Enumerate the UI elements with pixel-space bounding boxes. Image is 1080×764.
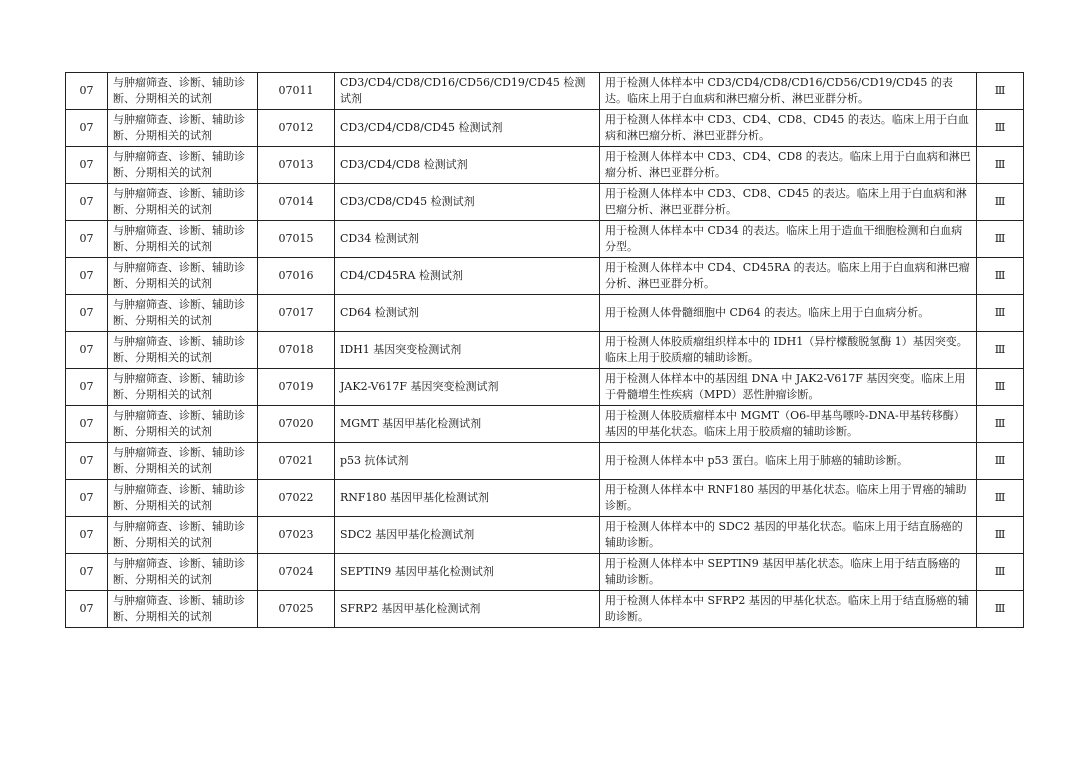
product-name-cell: CD3/CD4/CD8/CD45 检测试剂 (335, 110, 600, 147)
management-class-cell: Ⅲ (977, 406, 1024, 443)
product-code-cell: 07025 (258, 591, 335, 628)
category-name-cell: 与肿瘤筛查、诊断、辅助诊断、分期相关的试剂 (108, 295, 258, 332)
table-row (66, 480, 1024, 517)
intended-use-cell: 用于检测人体样本中 CD3、CD4、CD8 的表达。临床上用于白血病和淋巴瘤分析、淋巴亚群分析。 (600, 147, 977, 184)
table-row (66, 221, 1024, 258)
category-code-cell: 07 (66, 147, 108, 184)
product-code-cell: 07012 (258, 110, 335, 147)
intended-use-cell: 用于检测人体样本中 CD3、CD8、CD45 的表达。临床上用于白血病和淋巴瘤分析、淋巴亚群分析。 (600, 184, 977, 221)
product-name-cell: SEPTIN9 基因甲基化检测试剂 (335, 554, 600, 591)
catalog-table (65, 72, 1024, 628)
management-class-cell: Ⅲ (977, 517, 1024, 554)
category-name-cell: 与肿瘤筛查、诊断、辅助诊断、分期相关的试剂 (108, 480, 258, 517)
table-row (66, 332, 1024, 369)
product-name-cell: IDH1 基因突变检测试剂 (335, 332, 600, 369)
category-code-cell: 07 (66, 110, 108, 147)
management-class-cell: Ⅲ (977, 591, 1024, 628)
category-name-cell: 与肿瘤筛查、诊断、辅助诊断、分期相关的试剂 (108, 184, 258, 221)
table-row (66, 295, 1024, 332)
category-code-cell: 07 (66, 332, 108, 369)
intended-use-cell: 用于检测人体样本中 p53 蛋白。临床上用于肺癌的辅助诊断。 (600, 443, 977, 480)
management-class-cell: Ⅲ (977, 332, 1024, 369)
table-row (66, 258, 1024, 295)
table-row (66, 147, 1024, 184)
intended-use-cell: 用于检测人体骨髓细胞中 CD64 的表达。临床上用于白血病分析。 (600, 295, 977, 332)
category-name-cell: 与肿瘤筛查、诊断、辅助诊断、分期相关的试剂 (108, 73, 258, 110)
intended-use-cell: 用于检测人体胶质瘤样本中 MGMT（O6-甲基鸟嘌呤-DNA-甲基转移酶）基因的甲基化状态。临床上用于胶质瘤的辅助诊断。 (600, 406, 977, 443)
management-class-cell: Ⅲ (977, 147, 1024, 184)
intended-use-cell: 用于检测人体样本中 RNF180 基因的甲基化状态。临床上用于胃癌的辅助诊断。 (600, 480, 977, 517)
management-class-cell: Ⅲ (977, 73, 1024, 110)
category-code-cell: 07 (66, 258, 108, 295)
category-code-cell: 07 (66, 480, 108, 517)
category-code-cell: 07 (66, 369, 108, 406)
management-class-cell: Ⅲ (977, 554, 1024, 591)
management-class-cell: Ⅲ (977, 221, 1024, 258)
product-name-cell: CD4/CD45RA 检测试剂 (335, 258, 600, 295)
category-name-cell: 与肿瘤筛查、诊断、辅助诊断、分期相关的试剂 (108, 591, 258, 628)
intended-use-cell: 用于检测人体样本中 CD3/CD4/CD8/CD16/CD56/CD19/CD45 的表达。临床上用于白血病和淋巴瘤分析、淋巴亚群分析。 (600, 73, 977, 110)
table-row (66, 554, 1024, 591)
management-class-cell: Ⅲ (977, 369, 1024, 406)
category-name-cell: 与肿瘤筛查、诊断、辅助诊断、分期相关的试剂 (108, 369, 258, 406)
product-code-cell: 07018 (258, 332, 335, 369)
management-class-cell: Ⅲ (977, 258, 1024, 295)
category-name-cell: 与肿瘤筛查、诊断、辅助诊断、分期相关的试剂 (108, 332, 258, 369)
product-name-cell: SDC2 基因甲基化检测试剂 (335, 517, 600, 554)
product-name-cell: CD34 检测试剂 (335, 221, 600, 258)
category-code-cell: 07 (66, 406, 108, 443)
category-code-cell: 07 (66, 73, 108, 110)
category-code-cell: 07 (66, 184, 108, 221)
product-name-cell: CD3/CD8/CD45 检测试剂 (335, 184, 600, 221)
product-code-cell: 07019 (258, 369, 335, 406)
table-row (66, 443, 1024, 480)
table-row (66, 591, 1024, 628)
intended-use-cell: 用于检测人体样本中 CD4、CD45RA 的表达。临床上用于白血病和淋巴瘤分析、淋巴亚群分析。 (600, 258, 977, 295)
management-class-cell: Ⅲ (977, 110, 1024, 147)
product-code-cell: 07011 (258, 73, 335, 110)
category-name-cell: 与肿瘤筛查、诊断、辅助诊断、分期相关的试剂 (108, 406, 258, 443)
intended-use-cell: 用于检测人体样本中的 SDC2 基因的甲基化状态。临床上用于结直肠癌的辅助诊断。 (600, 517, 977, 554)
product-code-cell: 07020 (258, 406, 335, 443)
category-name-cell: 与肿瘤筛查、诊断、辅助诊断、分期相关的试剂 (108, 110, 258, 147)
product-name-cell: RNF180 基因甲基化检测试剂 (335, 480, 600, 517)
product-name-cell: SFRP2 基因甲基化检测试剂 (335, 591, 600, 628)
product-name-cell: JAK2-V617F 基因突变检测试剂 (335, 369, 600, 406)
management-class-cell: Ⅲ (977, 480, 1024, 517)
category-name-cell: 与肿瘤筛查、诊断、辅助诊断、分期相关的试剂 (108, 258, 258, 295)
product-code-cell: 07016 (258, 258, 335, 295)
category-code-cell: 07 (66, 295, 108, 332)
product-name-cell: CD3/CD4/CD8 检测试剂 (335, 147, 600, 184)
product-code-cell: 07014 (258, 184, 335, 221)
category-code-cell: 07 (66, 517, 108, 554)
table-row (66, 406, 1024, 443)
product-code-cell: 07023 (258, 517, 335, 554)
category-code-cell: 07 (66, 221, 108, 258)
category-code-cell: 07 (66, 443, 108, 480)
product-name-cell: CD3/CD4/CD8/CD16/CD56/CD19/CD45 检测试剂 (335, 73, 600, 110)
product-code-cell: 07013 (258, 147, 335, 184)
category-code-cell: 07 (66, 591, 108, 628)
category-name-cell: 与肿瘤筛查、诊断、辅助诊断、分期相关的试剂 (108, 517, 258, 554)
category-name-cell: 与肿瘤筛查、诊断、辅助诊断、分期相关的试剂 (108, 554, 258, 591)
intended-use-cell: 用于检测人体胶质瘤组织样本中的 IDH1（异柠檬酸脱氢酶 1）基因突变。临床上用于胶质瘤的辅助诊断。 (600, 332, 977, 369)
table-row (66, 110, 1024, 147)
table-row (66, 517, 1024, 554)
table-row (66, 369, 1024, 406)
table-row (66, 73, 1024, 110)
management-class-cell: Ⅲ (977, 295, 1024, 332)
product-name-cell: p53 抗体试剂 (335, 443, 600, 480)
table-row (66, 184, 1024, 221)
intended-use-cell: 用于检测人体样本中的基因组 DNA 中 JAK2-V617F 基因突变。临床上用于骨髓增生性疾病（MPD）恶性肿瘤诊断。 (600, 369, 977, 406)
product-name-cell: MGMT 基因甲基化检测试剂 (335, 406, 600, 443)
intended-use-cell: 用于检测人体样本中 CD34 的表达。临床上用于造血干细胞检测和白血病分型。 (600, 221, 977, 258)
category-name-cell: 与肿瘤筛查、诊断、辅助诊断、分期相关的试剂 (108, 443, 258, 480)
product-code-cell: 07024 (258, 554, 335, 591)
management-class-cell: Ⅲ (977, 184, 1024, 221)
product-name-cell: CD64 检测试剂 (335, 295, 600, 332)
intended-use-cell: 用于检测人体样本中 CD3、CD4、CD8、CD45 的表达。临床上用于白血病和淋巴瘤分析、淋巴亚群分析。 (600, 110, 977, 147)
category-name-cell: 与肿瘤筛查、诊断、辅助诊断、分期相关的试剂 (108, 221, 258, 258)
management-class-cell: Ⅲ (977, 443, 1024, 480)
product-code-cell: 07017 (258, 295, 335, 332)
category-name-cell: 与肿瘤筛查、诊断、辅助诊断、分期相关的试剂 (108, 147, 258, 184)
intended-use-cell: 用于检测人体样本中 SFRP2 基因的甲基化状态。临床上用于结直肠癌的辅助诊断。 (600, 591, 977, 628)
product-code-cell: 07015 (258, 221, 335, 258)
intended-use-cell: 用于检测人体样本中 SEPTIN9 基因甲基化状态。临床上用于结直肠癌的辅助诊断。 (600, 554, 977, 591)
product-code-cell: 07021 (258, 443, 335, 480)
product-code-cell: 07022 (258, 480, 335, 517)
category-code-cell: 07 (66, 554, 108, 591)
